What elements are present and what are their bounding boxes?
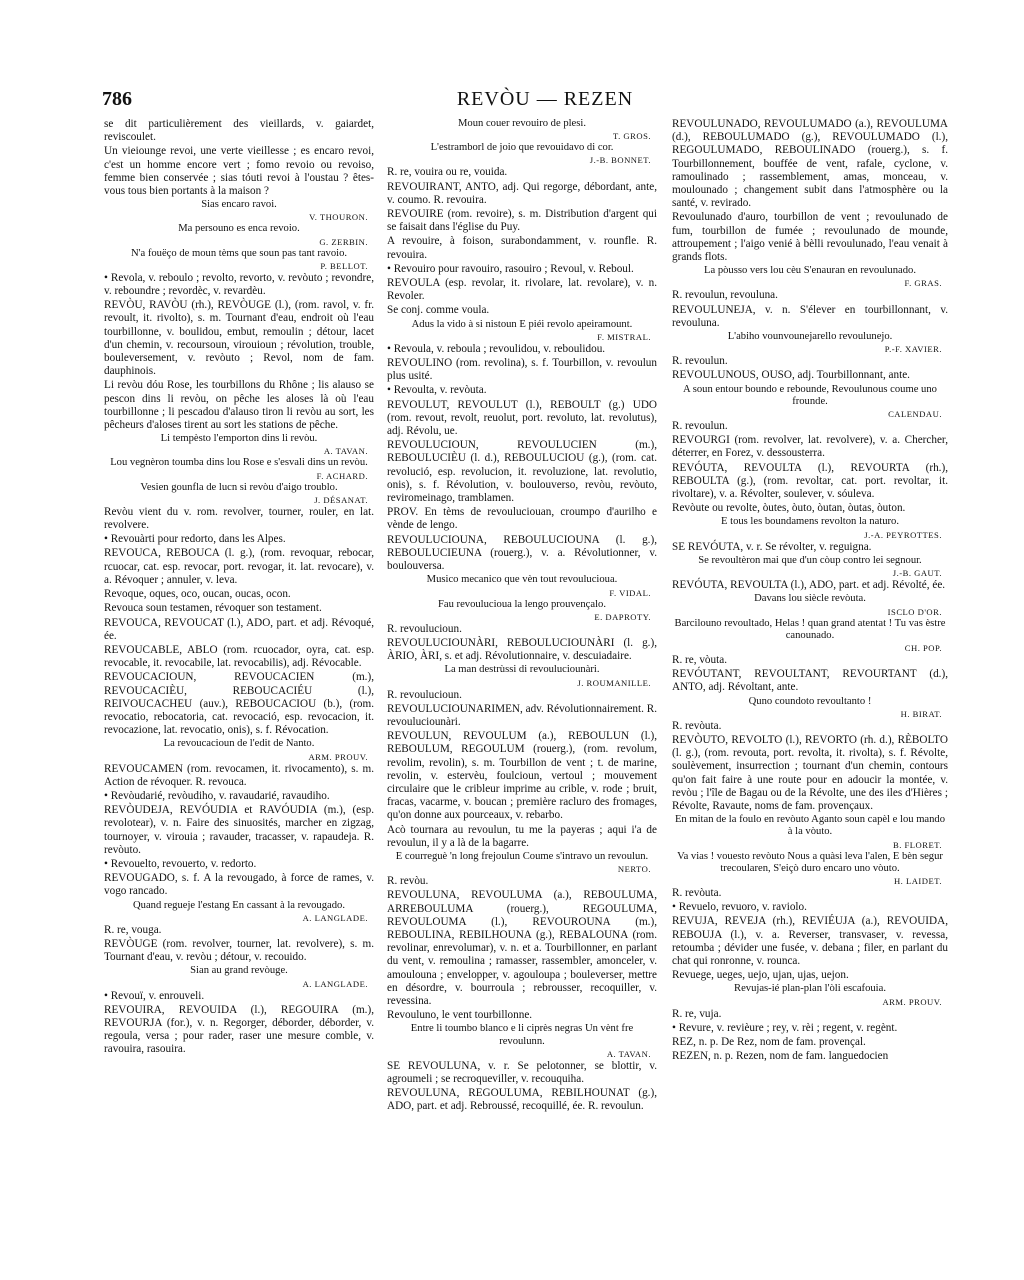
attribution: F. ACHARD.	[316, 470, 368, 481]
entry-paragraph: R. re, vòuta.	[672, 653, 727, 666]
entry-paragraph: REZ, n. p. De Rez, nom de fam. provençal.	[672, 1035, 866, 1048]
attribution: H. LAIDET.	[893, 875, 942, 886]
attribution: A. TAVAN.	[323, 446, 368, 457]
quotation: L'estramborl de joio que revouidavo di cor.	[430, 142, 614, 154]
attribution: E. DAPROTY.	[594, 611, 651, 622]
entry-paragraph: Revòu vient du v. rom. revolver, tourner, rouler, en lat. revolvere.	[104, 505, 374, 532]
quotation: Vesien gounfla de lucn si revòu d'aigo troublo.	[140, 481, 338, 493]
entry-paragraph: SE REVOULUNA, v. r. Se pelotonner, se blottir, v. agroumeli ; se recroqueviller, v. recouquiha.	[387, 1059, 657, 1085]
quotation: Fau revoulucioua la lengo prouvençalo.	[438, 598, 606, 610]
column-3	[672, 118, 948, 1258]
attribution: P.-F. XAVIER.	[884, 344, 942, 355]
entry-paragraph: Revoque, oques, oco, oucan, oucas, ocon.	[104, 588, 291, 601]
quotation: Davans lou siècle revòuta.	[754, 593, 866, 605]
entry-paragraph: • Revouiro pour ravouiro, rasouiro ; Revoul, v. Reboul.	[387, 262, 634, 275]
entry-paragraph: • Revouelto, revouerto, v. redorto.	[104, 857, 257, 870]
quotation: La man destrùssi di revouluciounàri.	[444, 664, 600, 676]
entry-paragraph: REVOUCA, REVOUCAT (l.), ADO, part. et adj. Révoqué, ée.	[104, 616, 374, 642]
attribution: J. ROUMANILLE.	[577, 677, 651, 688]
attribution: V. THOURON.	[309, 212, 368, 223]
quotation: Va vias ! vouesto revòuto Nous a quàsi leva l'alen, E bèn segur trecoularen, S'eiçò duro encaro uno vòuto.	[677, 850, 943, 874]
entry-paragraph: REVOUCACIOUN, REVOUCACIEN (m.), REVOUCACIÈU, REBOUCACIÉU (l.), REIVOUCACHEU (auv.), REBOUCACIOU (b.), (rom. revocatio, rebocatoria, cat. revocació, esp. revocacion, it. revocazione, lat. revocatio, onis), s. f. Révocation.	[104, 671, 374, 737]
attribution: G. ZERBIN.	[319, 236, 368, 247]
entry-paragraph: R. re, vouira ou re, vouida.	[387, 166, 508, 179]
quotation: Moun couer revouiro de plesi.	[458, 118, 586, 129]
entry-paragraph: REVOULUN, REVOULUM (a.), REBOULUN (l.), REBOULUM, REGOULUM (rouerg.), (rom. revolum, revolim, revolin), s. m. Tourbillon de vent ; t. de marine, revolin, v. estervèu, foulcioun, vertoul ; mouvement circulaire que le cribleur imprime au crible, v. rode ; bruit, fracas, vacarme, v. boucan ; première racluro des fromages, qu'on donne aux pourceaux, v. rebarbo.	[387, 730, 657, 822]
quotation: Ma persouno es enca revoio.	[178, 223, 300, 235]
quotation: Quno coundoto revoultanto !	[748, 695, 872, 707]
attribution: J.-B. GAUT.	[892, 568, 942, 579]
attribution: J.-B. BONNET.	[589, 155, 651, 166]
entry-paragraph: REVÒUTO, REVOLTO (l.), REVORTO (rh. d.), RÈBOLTO (l. g.), (rom. revouta, port. revolta, it. rivolta), s. f. Révolte, soulèvement, insurrection ; tournant d'un chemin, contours qu'on fait faire à une route pour en adoucir la montée, v. revòu ; l'île de Bagau ou de la Révolte, une des iles d'Hières ; Révolte, Ravaute, noms de fam. provençaux.	[672, 733, 948, 812]
entry-paragraph: REVOULUNOUS, OUSO, adj. Tourbillonnant, ante.	[672, 369, 910, 382]
quotation: La revoucacioun de l'edit de Nanto.	[163, 738, 315, 750]
column-1	[104, 118, 374, 1258]
quotation: En mitan de la foulo en revòuto Aganto soun capèl e lou mando à la vòuto.	[674, 814, 946, 838]
entry-paragraph: Un vieiounge revoi, une verte vieillesse ; es encaro revoi, c'est un homme encore vert ; fomo revoio ou revoiso, femme bien conservée ; sias tóuti revoi à l'oustau ? êtes-vous tous bien portants à la maison ?	[104, 145, 374, 198]
entry-paragraph: REVOULUNA, REVOULUMA (a.), REBOULUMA, ARREBOULUMA (rouerg.), REGOULUMA, REVOULOUMA (l.), REVOUROUNA (m.), REBOULINA, REBILHOUNA (g.), REBALOUNA (rom. revolinar, enrevolumar), v. n. et a. Tourbillonner, en parlant du vent, v. remoulina ; ramasser, rassembler, amonceler, v. amoulouna ; envelopper, v. agouloupa ; bouleverser, mettre en désordre, v. bourroula ; rebrousser, recoquiller, v. revessina.	[387, 889, 657, 1007]
quotation: Quand regueje l'estang En cassant à la revougado.	[133, 899, 345, 911]
entry-paragraph: Revouca soun testamen, révoquer son testament.	[104, 602, 322, 615]
entry-paragraph: R. revoulun, revouluna.	[672, 289, 778, 302]
entry-paragraph: R. re, vuja.	[672, 1007, 722, 1020]
quotation: Musico mecanico que vèn tout revoulucioua.	[426, 574, 618, 586]
attribution: NERTO.	[617, 864, 651, 875]
entry-paragraph: R. revoulun.	[672, 355, 728, 368]
attribution: B. FLORET.	[892, 839, 942, 850]
attribution: P. BELLOT.	[320, 260, 368, 271]
entry-paragraph: REVOULUNA, REGOULUMA, REBILHOUNAT (g.), ADO, part. et adj. Rebroussé, recoquillé, ée. R. revoulun.	[387, 1087, 657, 1113]
entry-paragraph: REVOUIRA, REVOUIDA (l.), REGOUIRA (m.), REVOURJA (for.), v. n. Regorger, déborder, déborder, v. regoula, versa ; pour rader, raser une mesure comble, v. ravouira, rasouira.	[104, 1003, 374, 1056]
entry-paragraph: REVÒUGE (rom. revolver, tourner, lat. revolvere), s. m. Tournant d'eau, v. revòu ; détour, v. recouido.	[104, 937, 374, 964]
entry-paragraph: REVOUGADO, s. f. A la revougado, à force de rames, v. vogo rancado.	[104, 872, 374, 898]
quotation: Li tempèsto l'emporton dins li revòu.	[160, 433, 318, 445]
attribution: A. LANGLADE.	[302, 912, 368, 923]
entry-paragraph: REVOULUCIOUNÀRI, REBOULUCIOUNÀRI (l. g.), ÀRIO, ÀRI, s. et adj. Révolutionnaire, v. descuiadaire.	[387, 636, 657, 663]
attribution: J. DÉSANAT.	[314, 494, 368, 505]
entry-paragraph: Acò tournara au revoulun, tu me la payeras ; aqui i'a de revoulun, il y a là de la bagarre.	[387, 823, 657, 849]
page-number: 786	[102, 88, 132, 110]
column-2	[387, 118, 657, 1258]
quotation: La pòusso vers lou cèu S'enauran en revoulunado.	[704, 265, 916, 277]
entry-paragraph: REVOULUNEJA, v. n. S'élever en tourbillonnant, v. revouluna.	[672, 303, 948, 329]
attribution: A. TAVAN.	[606, 1048, 651, 1059]
entry-paragraph: REVOULUCIOUNARIMEN, adv. Révolutionnairement. R. revouluciounàri.	[387, 702, 657, 728]
entry-paragraph: Revòute ou revolte, òutes, òuto, òutan, òutas, òuton.	[672, 502, 906, 515]
entry-paragraph: REVUJA, REVEJA (rh.), REVIÉUJA (a.), REVOUIDA, REBOUJA (l.), v. a. Reverser, transvaser, v. revessa, retoumba ; dévider une fusée, v. debana ; filer, en parlant du chat qui ronronne, v. rounca.	[672, 915, 948, 967]
entry-paragraph: • Revoula, v. reboula ; revoulidou, v. reboulidou.	[387, 342, 606, 355]
quotation: Se revoultèron mai que d'un còup contro lei segnour.	[698, 554, 922, 566]
quotation: A soun entour boundo e rebounde, Revoulunous coume uno frounde.	[683, 383, 937, 407]
quotation: Sian au grand revòuge.	[190, 965, 288, 977]
entry-paragraph: REVOULUT, REVOULUT (l.), REBOULT (g.) UDO (rom. revout, revolt, reuolut, port. revoluto, lat. revolutus), adj. Révolu, ue.	[387, 398, 657, 438]
entry-paragraph: REVOULUCIOUN, REVOULUCIEN (m.), REBOULUCIÈU (l. d.), REBOULUCIOU (g.), (rom. cat. revolució, esp. revolucion, it. revoluzione, lat. revolutio, onis), s. f. Révolution, v. boulouverso, revòu, revòuto, reviromeinago, tramblamen.	[387, 439, 657, 505]
entry-paragraph: • Revure, v. revièure ; rey, v. rèi ; regent, v. regènt.	[672, 1021, 898, 1034]
quotation: Lou vegnèron toumba dins lou Rose e s'esvali dins un revòu.	[110, 457, 368, 469]
entry-paragraph: • Revòudarié, revòudiho, v. ravaudarié, ravaudiho.	[104, 789, 330, 802]
entry-paragraph: R. re, vouga.	[104, 923, 162, 936]
entry-paragraph: REVOUCAMEN (rom. revocamen, it. rivocamento), s. m. Action de révoquer. R. revouca.	[104, 762, 374, 788]
attribution: ARM. PROUV.	[308, 751, 368, 762]
entry-paragraph: REVÒUDEJA, REVÓUDIA et RAVÓUDIA (m.), (esp. revolotear), v. n. Faire des sinuosités, marcher en zigzag, tournoyer, v. virouia ; ravauder, tracasser, v. rapaudeja. R. revòuto.	[104, 804, 374, 856]
entry-paragraph: • Revouï, v. enrouveli.	[104, 989, 205, 1002]
page-header	[102, 88, 988, 116]
entry-paragraph: REVOULUCIOUNA, REBOULUCIOUNA (l. g.), REBOULUCIEUNA (rouerg.), v. a. Révolutionner, v. boulouversa.	[387, 533, 657, 573]
entry-paragraph: A revouire, à foison, surabondamment, v. rounfle. R. revouira.	[387, 235, 657, 261]
entry-paragraph: REVOUCA, REBOUCA (l. g.), (rom. revoquar, rebocar, rcuocar, cat. esp. revocar, port. revogar, it. lat. revocare), v. a. Révoquer ; annuler, v. leva.	[104, 547, 374, 586]
entry-paragraph: R. revoulucioun.	[387, 622, 462, 635]
entry-paragraph: Revoulunado d'auro, tourbillon de vent ; revoulunado de fum, tourbillon de fumée ; revoulunado de mounde, attroupement ; l'aigo venié à bèlli revoulunado, l'eau venait à grands flots.	[672, 211, 948, 264]
attribution: T. GROS.	[613, 131, 651, 142]
entry-paragraph: REVÓUTANT, REVOULTANT, REVOURTANT (d.), ANTO, adj. Révoltant, ante.	[672, 668, 948, 694]
attribution: J.-A. PEYROTTES.	[864, 529, 942, 540]
quotation: L'abiho vounvounejarello revoulunejo.	[727, 331, 893, 343]
quotation: Entre li toumbo blanco e li ciprès negras Un vènt fre revoulunn.	[410, 1023, 634, 1047]
entry-paragraph: PROV. En tèms de revouluciouan, croumpo d'aurilho e vènde de lengo.	[387, 506, 657, 532]
entry-paragraph: REVOULINO (rom. revolina), s. f. Tourbillon, v. revoulun plus usité.	[387, 357, 657, 383]
entry-paragraph: Revouluno, le vent tourbillonne.	[387, 1009, 533, 1022]
entry-paragraph: REVÒU, RAVÒU (rh.), REVÒUGE (l.), (rom. ravol, v. fr. revoult, it. rivolto), s. m. Tournant d'eau, endroit où l'eau tourbillonne, v. boulidou, embut, remoulin ; détour, lacet d'un chemin, v. recoursoun, virouioun ; révolution, trouble, bouleversement, v. revòuto ; Revol, nom de fam. dauphinois.	[104, 299, 374, 378]
entry-paragraph: REVOUIRE (rom. revoire), s. m. Distribution d'argent qui se faisait dans l'église du Puy.	[387, 208, 657, 234]
attribution: F. GRAS.	[904, 278, 942, 289]
quotation: Revujas-ié plan-plan l'òli escafouia.	[734, 983, 886, 995]
entry-paragraph: • Revoulta, v. revòuta.	[387, 384, 487, 397]
attribution: F. MISTRAL.	[597, 331, 651, 342]
quotation: E courreguè 'n long frejoulun Coume s'intravo un revoulun.	[395, 850, 649, 862]
attribution: A. LANGLADE.	[302, 978, 368, 989]
attribution: ARM. PROUV.	[882, 996, 942, 1007]
entry-paragraph: R. revòuta.	[672, 719, 722, 732]
attribution: CH. POP.	[904, 642, 942, 653]
quotation: Sias encaro ravoi.	[201, 199, 277, 211]
running-title: REVÒU — REZEN	[456, 88, 634, 110]
attribution: F. VIDAL.	[609, 587, 651, 598]
entry-paragraph: SE REVÓUTA, v. r. Se révolter, v. reguigna.	[672, 540, 872, 553]
entry-paragraph: REZEN, n. p. Rezen, nom de fam. languedocien	[672, 1050, 889, 1063]
entry-paragraph: • Revola, v. reboulo ; revolto, revorto, v. revòuto ; revondre, v. reboundre ; revordèc, v. revardèu.	[104, 271, 374, 298]
entry-paragraph: R. revoulucioun.	[387, 688, 462, 701]
entry-paragraph: R. revòu.	[387, 875, 429, 888]
entry-paragraph: REVOULA (esp. revolar, it. rivolare, lat. revolare), v. n. Revoler.	[387, 277, 657, 303]
entry-paragraph: REVOURGI (rom. revolver, lat. revolvere), v. a. Chercher, déterrer, en Forez, v. dessousterra.	[672, 434, 948, 460]
entry-paragraph: REVOUCABLE, ABLO (rom. rcuocador, oyra, cat. esp. revocable, it. revocabile, lat. revocabilis), adj. Révocable.	[104, 643, 374, 670]
entry-paragraph: Revuege, ueges, uejo, ujan, ujas, uejon.	[672, 969, 849, 982]
quotation: N'a fouëço de moun tèms que soun pas tant ravoio.	[130, 247, 348, 259]
entry-paragraph: REVÓUTA, REVOULTA (l.), ADO, part. et adj. Révolté, ée.	[672, 579, 946, 592]
entry-paragraph: Se conj. comme voula.	[387, 304, 490, 317]
quotation: Adus la vido à si nistoun E piéi revolo apeiramount.	[411, 318, 633, 330]
entry-paragraph: • Revuelo, revuoro, v. raviolo.	[672, 901, 807, 914]
entry-paragraph: R. revòuta.	[672, 886, 722, 899]
attribution: H. BIRAT.	[900, 708, 942, 719]
entry-paragraph: se dit particulièrement des vieillards, v. gaiardet, reviscoulet.	[104, 118, 374, 144]
quotation: Barcilouno revoultado, Helas ! quan grand atentat ! Tu vas èstre canounado.	[674, 617, 946, 641]
entry-paragraph: REVOULUNADO, REVOULUMADO (a.), REVOULUMA (d.), REBOULUMADO (g.), REVOULUMADO (l.), REGOULUMADO, REBOULINADO (rouerg.), s. f. Tourbillonnement, bouffée de vent, rafale, cyclone, v. ramoulinado ; rassemblement, amas, monceau, v. moulounado ; changement subit dans l'atmosphère ou la santé, v. revirado.	[672, 118, 948, 210]
attribution: ISCLO D'OR.	[887, 606, 942, 617]
attribution: CALENDAU.	[888, 409, 942, 420]
entry-paragraph: R. revoulun.	[672, 420, 728, 433]
entry-paragraph: Li revòu dóu Rose, les tourbillons du Rhône ; lis alauso se pescon dins li revòu, on pêche les aloses là où l'eau tourbillonne ; li pescadou d'alauso tiron li revòu au sort, les pêcheurs d'aloses tirent au sort les stations de pêche.	[104, 379, 374, 432]
entry-paragraph: REVÓUTA, REVOULTA (l.), REVOURTA (rh.), REBOULTA (g.), (rom. revoltar, cat. port. revoltar, it. rivoltare), v. a. Révolter, soulever, v. sóuleva.	[672, 461, 948, 501]
entry-paragraph: REVOUIRANT, ANTO, adj. Qui regorge, débordant, ante, v. coumo. R. revouira.	[387, 180, 657, 206]
entry-paragraph: • Revouàrti pour redorto, dans les Alpes.	[104, 533, 286, 546]
quotation: E tous les boundamens revolton la naturo.	[721, 516, 899, 528]
